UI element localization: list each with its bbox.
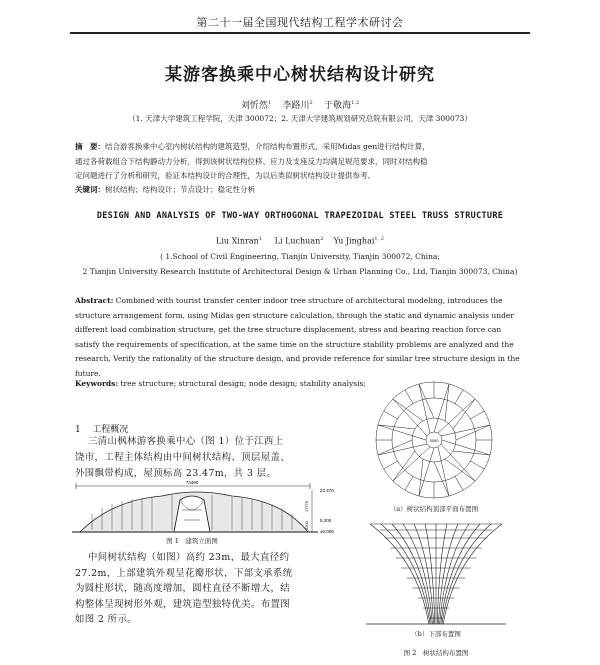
section-1-number: 1 xyxy=(75,425,81,435)
abstract-cn-line-2: 通过各荷载组合下结构静动力分析，得到该树状结构位移、应力及支座反力均满足规范要求，同时对结构稳 xyxy=(75,157,428,166)
author-cn-2-sup: 2 xyxy=(309,100,313,106)
abstract-cn-line-3: 定问题进行了分析和研究，验证本结构设计的合理性，为以后类似树状结构设计提供参考。 xyxy=(75,171,375,180)
fig2-top-label: 3000 xyxy=(429,438,439,443)
author-cn-1-sup: 1 xyxy=(267,100,272,106)
abstract-en-line-3: different load combination structure, get the tree structure displacement, stress and bearing reaction force can xyxy=(75,325,502,335)
abstract-en-line-6: future. xyxy=(75,368,101,378)
para2-line-5: 如图 2 所示。 xyxy=(75,614,138,625)
abstract-en-label: Abstract: xyxy=(75,296,114,305)
keywords-cn-text: 树状结构；结构设计；节点设计；稳定性分析 xyxy=(105,185,255,194)
figure-2-caption: 图 2 树状结构布置图 xyxy=(403,649,469,657)
figure-2b-section xyxy=(366,520,506,628)
author-en-2-sup: 2 xyxy=(320,236,324,242)
paper-title-en: DESIGN AND ANALYSIS OF TWO-WAY ORTHOGONAL TRAPEZOIDAL STEEL TRUSS STRUCTURE xyxy=(96,211,504,221)
author-en-1-sup: 1 xyxy=(258,236,262,242)
fig1-dim-v1: 17770 xyxy=(304,500,309,512)
fig1-elev-top: 23.470 xyxy=(320,488,334,493)
figure-2a-caption: （a）树状结构顶部平面布置图 xyxy=(389,505,479,513)
authors-en xyxy=(0,236,600,246)
section-1-title: 工程概况 xyxy=(92,425,129,435)
para2-line-3: 为圆柱形状，随高度增加，圆柱直径不断增大，结 xyxy=(75,583,291,594)
abstract-en xyxy=(75,294,547,382)
para2-line-4: 构整体呈现树形外观，建筑造型独特优美。布置图 xyxy=(75,599,291,610)
abstract-cn-line-1: 摘 要：结合游客换乘中心室内树状结构的建筑造型，介绍结构布置形式，采用Midas gen进行结构计算， xyxy=(75,142,430,151)
abstract-en-line-2: structure arrangement form, using Midas gen structure calculation, through the static and dynamic analysis under xyxy=(75,310,514,320)
abstract-en-line-4: satisfy the requirements of specification, at the same time on the structure stability problems are analyzed and the xyxy=(75,339,514,349)
fig1-elev-low: ±0.000 xyxy=(320,529,334,534)
para2-line-1: 中间树状结构（如图）高约 23m，最大直径约 xyxy=(88,552,290,563)
fig1-elev-mid: 5.200 xyxy=(320,518,332,523)
conference-header: 第二十一届全国现代结构工程学术研讨会 xyxy=(196,16,404,29)
paper-title-cn: 某游客换乘中心树状结构设计研究 xyxy=(165,65,435,85)
keywords-cn-label: 关键词： xyxy=(75,185,105,194)
author-cn-1: 刘忻然 xyxy=(240,101,268,111)
affiliation-en-2: 2 Tianjin University Research Institute of Architectural Design & Urban Planning Co., Ltd, Tianjin 300073, China) xyxy=(82,267,518,276)
author-cn-3-sup: 1,2 xyxy=(351,100,360,106)
fig1-dim-v2: 5200 xyxy=(304,521,309,530)
author-cn-3: 于敬海 xyxy=(324,101,352,111)
keywords-en-text: tree structure; structural design; node design; stability analysis; xyxy=(120,379,366,388)
fig1-dim-top: 73460 xyxy=(185,480,199,485)
abstract-en-line-5: research, Verify the rationality of the structure design, and provide reference for similar tree structure design in the xyxy=(75,354,520,364)
para2-line-2: 27.2m，上部建筑外观呈花瓣形状，下部支承系统 xyxy=(75,568,293,579)
author-cn-2: 李路川 xyxy=(282,101,310,111)
author-en-3-sup: 1, 2 xyxy=(374,236,384,242)
author-en-1: Liu Xinran xyxy=(216,236,259,246)
figure-1-caption: 图 1 建筑立面图 xyxy=(166,537,218,545)
affiliation-en-1: ( 1.School of Civil Engineering, Tianjin University, Tianjin 300072, China; xyxy=(160,252,440,261)
author-en-2: Li Luchuan xyxy=(274,236,321,246)
keywords-cn xyxy=(75,184,545,195)
para1-line-2: 饶市，工程主体结构由中间树状结构、顶层屋盖、 xyxy=(75,452,291,463)
header-rule xyxy=(70,32,530,34)
figure-2b-caption: （b）下部布置图 xyxy=(411,630,461,638)
authors-cn xyxy=(0,98,600,111)
para1-line-3: 外围飘带构成，屋顶标高 23.47m，共 3 层。 xyxy=(75,468,277,479)
abstract-cn-label: 摘 要： xyxy=(75,142,105,151)
affiliation-cn: （1. 天津大学建筑工程学院，天津 300072；2. 天津大学建筑规划研究总院有限公司，天津 300073） xyxy=(128,114,472,123)
figure-2a-plan xyxy=(346,378,522,502)
para1-line-1: 三清山枫林游客换乘中心（图 1）位于江西上 xyxy=(88,436,284,447)
author-en-3: Yu Jinghai xyxy=(333,236,375,246)
keywords-en-label: Keywords: xyxy=(75,379,119,388)
abstract-en-line-1: Abstract: Combined with tourist transfer center indoor tree structure of architectural modeling, introduces the xyxy=(75,296,503,305)
